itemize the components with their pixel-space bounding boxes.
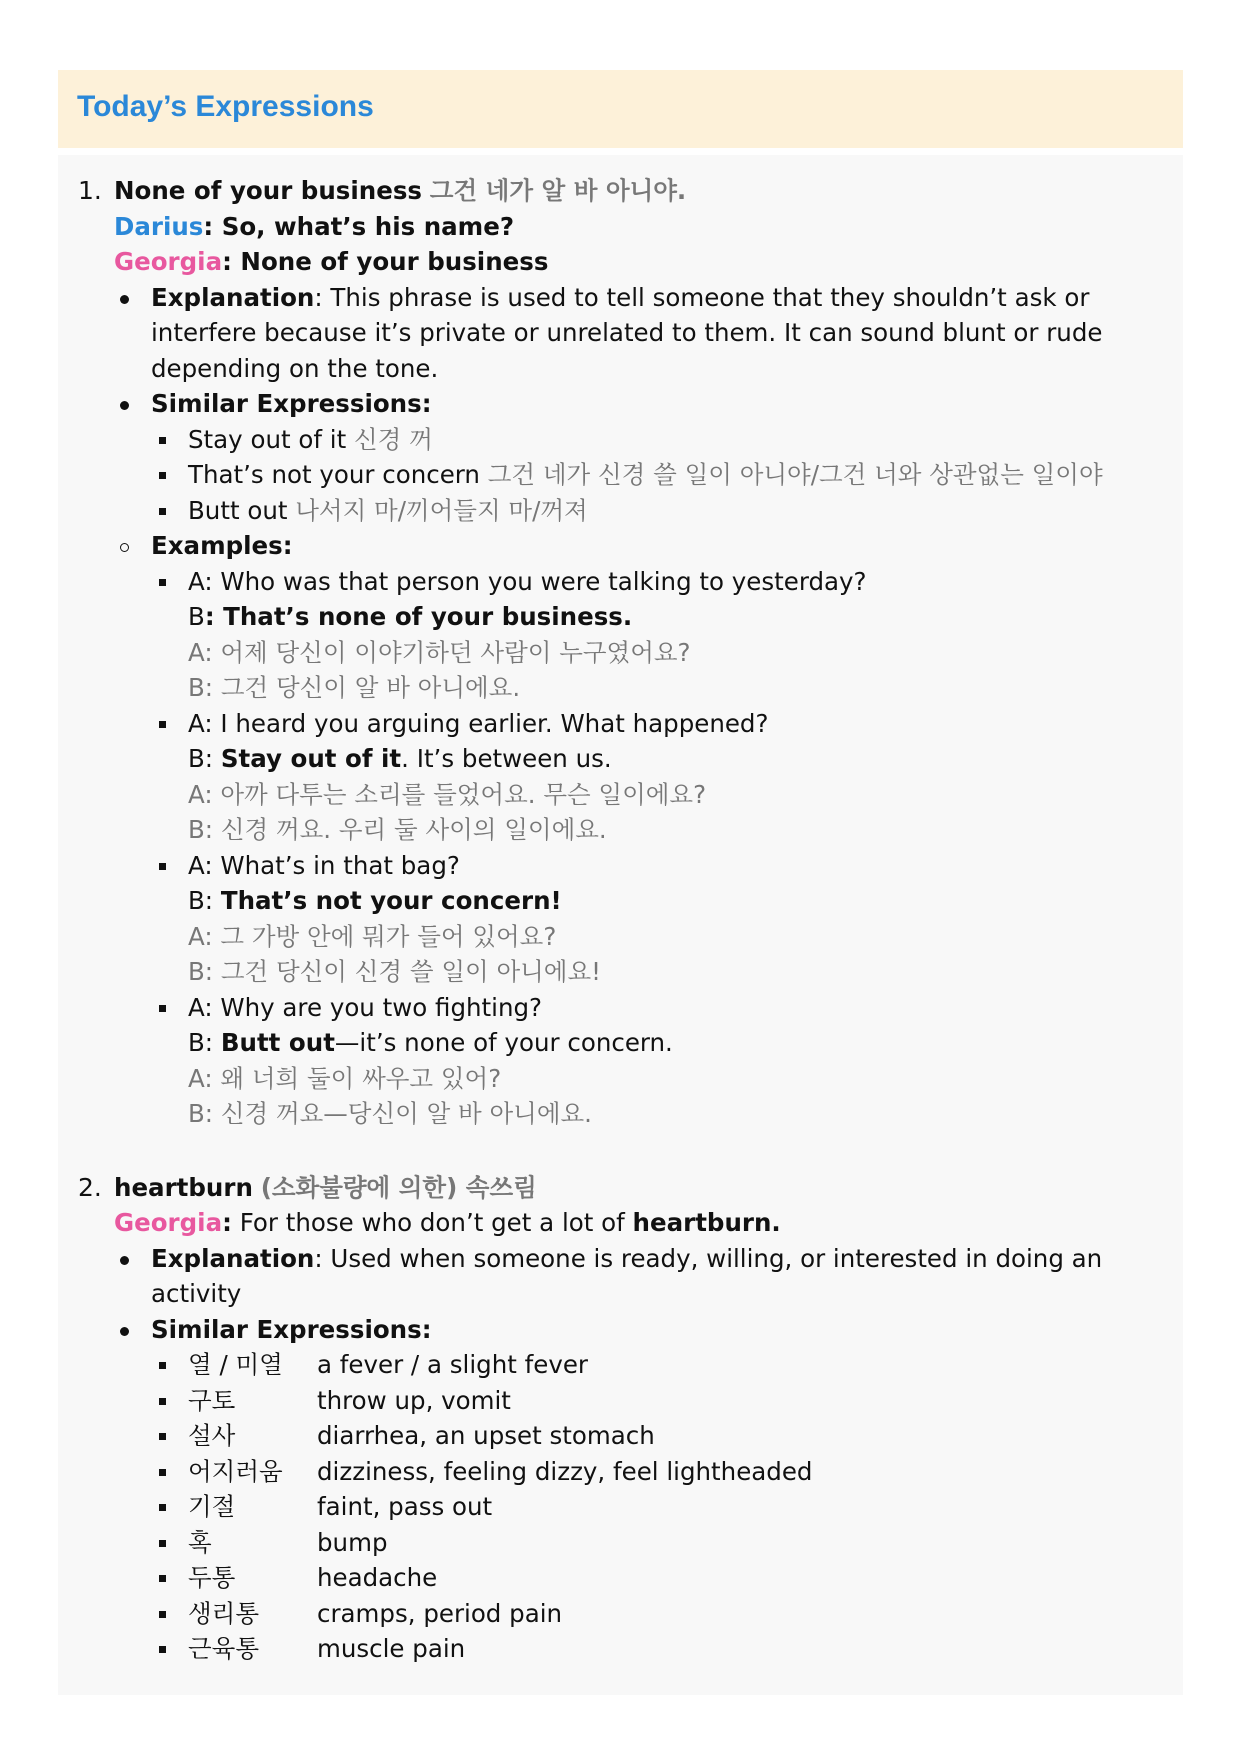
similar-expressions-label: Similar Expressions:	[151, 389, 432, 418]
list-item	[151, 1489, 1183, 1525]
explanation-label: Explanation	[151, 282, 315, 312]
example-b	[188, 883, 1183, 919]
similar-expressions-item	[114, 386, 1183, 528]
expression-title-line	[114, 1170, 1183, 1206]
examples-list	[151, 564, 1183, 1132]
example-b	[188, 599, 1183, 635]
expression-title-ko: (소화불량에 의한) 속쓰림	[260, 1172, 537, 1202]
term-en: cramps, period pain	[317, 1598, 563, 1628]
example-item	[151, 706, 1183, 848]
explanation-item	[114, 280, 1183, 387]
expression-title: None of your business	[114, 176, 422, 205]
example-item	[151, 848, 1183, 990]
term-ko: 설사	[188, 1421, 236, 1450]
example-ko-a: A: 어제 당신이 이야기하던 사람이 누구였어요?	[188, 637, 691, 667]
examples-item	[114, 528, 1183, 1132]
dialogue-text: For those who don’t get a lot of	[231, 1208, 633, 1237]
list-item	[151, 1525, 1183, 1561]
example-b-prefix: B:	[188, 1028, 221, 1057]
list-item	[151, 1560, 1183, 1596]
dialogue-text: : So, what’s his name?	[203, 211, 515, 241]
example-ko-b: B: 그건 당신이 알 바 아니에요.	[188, 673, 521, 702]
term-en: dizziness, feeling dizzy, feel lightheaded	[317, 1456, 813, 1486]
example-ko-b: B: 신경 꺼요. 우리 둘 사이의 일이에요.	[188, 815, 607, 844]
list-item	[151, 1418, 1183, 1454]
entry-details	[114, 280, 1183, 1132]
term-ko: 기절	[188, 1492, 236, 1521]
example-b	[188, 1025, 1183, 1061]
entry-details	[114, 1241, 1183, 1667]
dialogue-line	[114, 209, 1183, 245]
term-ko: 열 / 미열	[188, 1350, 283, 1379]
entry-number: 2.	[78, 1172, 102, 1202]
example-item	[151, 990, 1183, 1132]
term-ko: 생리통	[188, 1598, 260, 1628]
list-item	[151, 493, 1183, 529]
explanation-item	[114, 1241, 1183, 1312]
example-ko-a: A: 아까 다투는 소리를 들었어요. 무슨 일이에요?	[188, 779, 707, 809]
list-item	[151, 1596, 1183, 1632]
similar-expressions-label: Similar Expressions:	[151, 1314, 432, 1344]
term-en: a fever / a slight fever	[317, 1350, 588, 1379]
term-ko: 혹	[188, 1527, 212, 1557]
example-b-prefix: B:	[188, 886, 221, 915]
example-a: A: Who was that person you were talking to yesterday?	[188, 566, 867, 596]
expressions-content	[58, 155, 1183, 1695]
term-ko: 구토	[188, 1385, 236, 1415]
similar-en: Stay out of it	[188, 424, 347, 454]
expression-entry-1	[78, 173, 1183, 1132]
explanation-text: : This phrase is used to tell someone that they shouldn’t ask or interfere because it’s private or unrelated to them. It can sound blunt or rude depending on the tone.	[151, 282, 1103, 383]
example-ko-b: B: 그건 당신이 신경 쓸 일이 아니에요!	[188, 957, 601, 986]
expression-title-ko: 그건 네가 알 바 아니야.	[429, 176, 687, 205]
example-b-prefix: B	[188, 602, 205, 631]
term-en: diarrhea, an upset stomach	[317, 1421, 655, 1450]
similar-ko: 그건 네가 신경 쓸 일이 아니야/그건 너와 상관없는 일이야	[487, 460, 1103, 489]
similar-ko: 나서지 마/끼어들지 마/꺼져	[295, 495, 588, 525]
term-en: bump	[317, 1527, 388, 1557]
example-ko-a: A: 왜 너희 둘이 싸우고 있어?	[188, 1063, 502, 1093]
page-title: Today’s Expressions	[77, 90, 374, 123]
explanation-text: : Used when someone is ready, willing, or interested in doing an activity	[151, 1243, 1103, 1308]
example-b-bold: That’s not your concern!	[220, 886, 562, 915]
similar-en: That’s not your concern	[188, 460, 480, 489]
similar-expressions-list	[151, 422, 1183, 529]
similar-en: Butt out	[188, 495, 288, 525]
expression-entry-2	[78, 1170, 1183, 1667]
term-ko: 두통	[188, 1563, 236, 1592]
dialogue-line	[114, 244, 1183, 280]
list-item	[151, 1383, 1183, 1419]
term-en: faint, pass out	[317, 1492, 493, 1521]
example-b-bold: Butt out	[220, 1028, 335, 1057]
list-item	[151, 1347, 1183, 1383]
example-b-bold: : That’s none of your business.	[204, 602, 633, 631]
term-ko: 근육통	[188, 1634, 260, 1663]
list-item	[151, 1454, 1183, 1490]
example-b-prefix: B:	[188, 744, 221, 773]
term-en: muscle pain	[317, 1634, 466, 1663]
example-b-bold: Stay out of it	[220, 744, 402, 773]
similar-ko: 신경 꺼	[353, 424, 433, 454]
example-b	[188, 741, 1183, 777]
list-item	[151, 1631, 1183, 1667]
similar-expressions-item	[114, 1312, 1183, 1667]
example-a: A: Why are you two fighting?	[188, 992, 543, 1022]
entry-number: 1.	[78, 176, 102, 205]
example-a: A: What’s in that bag?	[188, 850, 460, 880]
example-ko-a: A: 그 가방 안에 뭐가 들어 있어요?	[188, 921, 557, 951]
list-item	[151, 422, 1183, 458]
list-item	[151, 457, 1183, 493]
dialogue-text: : None of your business	[222, 247, 549, 276]
examples-label: Examples:	[151, 531, 293, 560]
similar-expressions-list	[151, 1347, 1183, 1667]
example-item	[151, 564, 1183, 706]
term-en: throw up, vomit	[317, 1385, 511, 1415]
explanation-label: Explanation	[151, 1243, 315, 1273]
speaker-georgia: Georgia	[114, 247, 223, 276]
term-ko: 어지러움	[188, 1456, 283, 1486]
speaker-georgia: Georgia	[114, 1208, 223, 1237]
expression-title: heartburn	[114, 1172, 253, 1202]
dialogue-line	[114, 1205, 1183, 1241]
dialogue-bold: heartburn.	[632, 1208, 781, 1237]
term-en: headache	[317, 1563, 438, 1592]
example-b-suffix: —it’s none of your concern.	[334, 1028, 673, 1057]
entry-spacer	[88, 1132, 1183, 1170]
example-a: A: I heard you arguing earlier. What happened?	[188, 708, 769, 738]
example-ko-b: B: 신경 꺼요—당신이 알 바 아니에요.	[188, 1099, 592, 1128]
dialogue-colon: :	[222, 1208, 232, 1237]
speaker-darius: Darius	[114, 211, 204, 241]
expression-title-line	[114, 173, 1183, 209]
example-b-suffix: . It’s between us.	[401, 744, 612, 773]
expressions-header	[58, 70, 1183, 148]
